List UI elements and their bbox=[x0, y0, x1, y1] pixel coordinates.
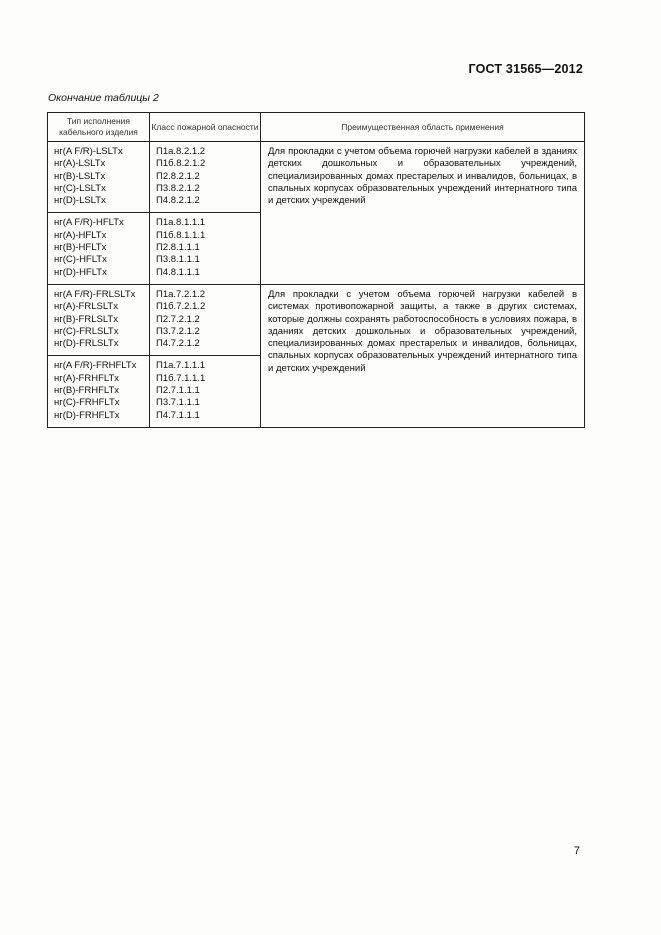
page-number: 7 bbox=[573, 845, 580, 857]
cable-type-cell bbox=[48, 213, 150, 284]
cable-type-cell bbox=[48, 356, 150, 427]
cable-type: нг(D)-FRLSLTx bbox=[54, 338, 119, 350]
cable-type: нг(C)-HFLTx bbox=[54, 254, 107, 266]
cable-type: нг(D)-FRHFLTx bbox=[54, 409, 120, 421]
cable-type: нг(C)-FRHFLTx bbox=[54, 397, 120, 409]
cable-type: нг(B)-HFLTx bbox=[54, 242, 107, 254]
table-header-row bbox=[48, 113, 585, 142]
cable-type: нг(A F/R)-LSLTx bbox=[54, 146, 123, 157]
column-header-area: Преимущественная область применения bbox=[261, 113, 585, 142]
fire-class-cell bbox=[150, 356, 261, 427]
cable-type: нг(B)-FRLSLTx bbox=[54, 313, 118, 325]
table-row bbox=[48, 142, 585, 213]
cable-type: нг(A)-FRHFLTx bbox=[54, 372, 119, 384]
cable-type: нг(A F/R)-FRHFLTx bbox=[54, 360, 137, 372]
cable-type: нг(A F/R)-HFLTx bbox=[54, 217, 124, 229]
fire-class: П3.8.2.1.2 bbox=[156, 182, 200, 194]
application-area-cell bbox=[261, 142, 585, 285]
cable-type-cell bbox=[48, 284, 150, 355]
cable-type: нг(A)-LSLTx bbox=[54, 158, 106, 170]
fire-class: П1а.8.2.1.2 bbox=[156, 146, 206, 157]
document-code: ГОСТ 31565—2012 bbox=[468, 62, 583, 76]
fire-class: П4.8.1.1.1 bbox=[156, 266, 200, 278]
cable-type: нг(B)-FRHFLTx bbox=[54, 385, 119, 397]
fire-class: П3.7.2.1.2 bbox=[156, 325, 200, 337]
fire-class-cell bbox=[150, 213, 261, 284]
fire-class: П4.7.1.1.1 bbox=[156, 409, 200, 421]
cable-type: нг(A F/R)-FRLSLTx bbox=[54, 288, 136, 300]
fire-class: П1б.8.1.1.1 bbox=[156, 229, 206, 241]
application-area-text: Для прокладки с учетом объема горючей нагрузки кабелей в зданиях детских дошкольных и образовательных учреждений, специализированных домах престарелых и инвалидов, больницах, в спальных корпусах образовательных учреждений интернатного типа и детских учреждений bbox=[268, 146, 577, 207]
fire-class: П4.8.2.1.2 bbox=[156, 195, 200, 207]
cable-type: нг(D)-LSLTx bbox=[54, 195, 106, 207]
fire-class: П1б.7.1.1.1 bbox=[156, 372, 206, 384]
cable-type: нг(C)-LSLTx bbox=[54, 182, 106, 194]
application-area-text: Для прокладки с учетом объема горючей нагрузки кабелей в системах противопожарной защиты, а также в других системах, которые должны сохранять работоспособность в условиях пожара, в зданиях детских дошкольных и образовательных учреждений, специализированных домах престарелых и инвалидов, больницах, спальных корпусах образовательных учреждений интернатного типа и детских учреждений bbox=[268, 288, 577, 374]
classification-table bbox=[47, 112, 585, 428]
cable-type: нг(C)-FRLSLTx bbox=[54, 325, 119, 337]
application-area-cell bbox=[261, 284, 585, 427]
table-caption: Окончание таблицы 2 bbox=[48, 92, 159, 104]
fire-class-cell bbox=[150, 284, 261, 355]
table-row bbox=[48, 284, 585, 355]
fire-class: П2.7.2.1.2 bbox=[156, 313, 200, 325]
cable-type: нг(A)-HFLTx bbox=[54, 229, 107, 241]
cable-type-cell bbox=[48, 142, 150, 213]
fire-class: П1б.7.2.1.2 bbox=[156, 301, 206, 313]
fire-class-cell bbox=[150, 142, 261, 213]
fire-class: П2.8.1.1.1 bbox=[156, 242, 200, 254]
fire-class: П1б.8.2.1.2 bbox=[156, 158, 206, 170]
cable-type: нг(D)-HFLTx bbox=[54, 266, 107, 278]
fire-class: П2.8.2.1.2 bbox=[156, 170, 200, 182]
fire-class: П4.7.2.1.2 bbox=[156, 338, 200, 350]
column-header-class: Класс пожарной опасности bbox=[150, 113, 261, 142]
fire-class: П3.8.1.1.1 bbox=[156, 254, 200, 266]
cable-type: нг(A)-FRLSLTx bbox=[54, 301, 118, 313]
fire-class: П1а.8.1.1.1 bbox=[156, 217, 206, 229]
fire-class: П1а.7.2.1.2 bbox=[156, 288, 206, 300]
fire-class: П2.7.1.1.1 bbox=[156, 385, 200, 397]
cable-type: нг(B)-LSLTx bbox=[54, 170, 106, 182]
column-header-type: Тип исполнения кабельного изделия bbox=[48, 113, 150, 142]
fire-class: П1а.7.1.1.1 bbox=[156, 360, 206, 372]
fire-class: П3.7.1.1.1 bbox=[156, 397, 200, 409]
